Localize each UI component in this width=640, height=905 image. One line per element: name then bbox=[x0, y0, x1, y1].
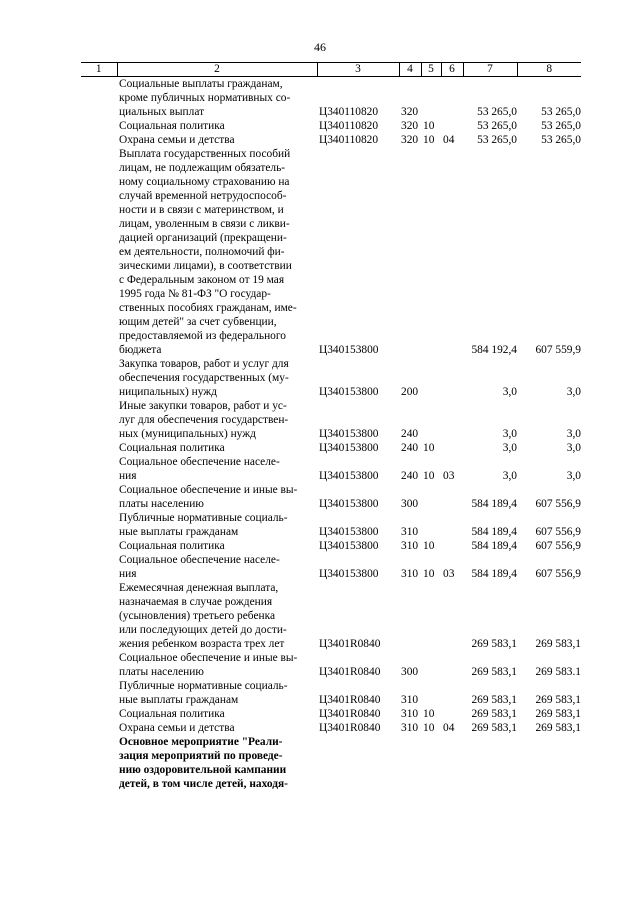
row-sum-year-2: 269 583,1 bbox=[535, 722, 581, 734]
header-col-1: 1 bbox=[81, 63, 117, 77]
row-sum-year-2: 3,0 bbox=[566, 428, 581, 440]
row-sum-year-1: 584 192,4 bbox=[471, 344, 517, 356]
row-expense-type: 320 bbox=[401, 106, 419, 118]
row-name bbox=[117, 119, 317, 133]
row-subsection bbox=[441, 511, 463, 539]
row-sum-year-2: 607 559,9 bbox=[535, 344, 581, 356]
row-expense-type: 240 bbox=[401, 428, 419, 440]
row-name bbox=[117, 707, 317, 721]
row-number-cell bbox=[81, 511, 117, 539]
row-number-cell bbox=[81, 77, 117, 120]
row-code: Ц340153800 bbox=[319, 428, 379, 440]
table-row bbox=[81, 679, 581, 707]
row-name-line: Социальная политика bbox=[119, 708, 225, 720]
row-name bbox=[117, 511, 317, 539]
row-name bbox=[117, 651, 317, 679]
row-sum-year-2: 607 556,9 bbox=[535, 540, 581, 552]
row-sum-year-1: 584 189,4 bbox=[471, 526, 517, 538]
row-sum-year-2: 53 265,0 bbox=[541, 106, 581, 118]
page-number: 46 bbox=[314, 40, 326, 54]
row-sum-year-2: 53 265,0 bbox=[541, 120, 581, 132]
row-code: Ц3401R0840 bbox=[319, 708, 381, 720]
row-section bbox=[421, 399, 441, 441]
row-code: Ц340110820 bbox=[319, 106, 379, 118]
row-sum-year-1: 269 583,1 bbox=[471, 708, 517, 720]
row-number-cell bbox=[81, 553, 117, 581]
row-code bbox=[317, 735, 399, 791]
row-name-line: Основное мероприятие "Реали- bbox=[119, 736, 283, 748]
row-expense-type bbox=[399, 147, 421, 357]
row-sum-year-1: 3,0 bbox=[502, 442, 517, 454]
row-sum-year-1: 3,0 bbox=[502, 386, 517, 398]
row-expense-type: 310 bbox=[401, 694, 419, 706]
table-row bbox=[81, 735, 581, 791]
row-number-cell bbox=[81, 581, 117, 651]
table-row bbox=[81, 77, 581, 120]
row-sum-year-1: 269 583,1 bbox=[471, 722, 517, 734]
row-subsection bbox=[441, 357, 463, 399]
row-name bbox=[117, 679, 317, 707]
table-body bbox=[81, 77, 581, 792]
row-section bbox=[421, 511, 441, 539]
header-col-4: 4 bbox=[399, 63, 421, 77]
row-code: Ц340153800 bbox=[319, 526, 379, 538]
row-subsection bbox=[441, 147, 463, 357]
table-row bbox=[81, 553, 581, 581]
row-expense-type: 240 bbox=[401, 442, 419, 454]
row-name-line: Охрана семьи и детства bbox=[119, 722, 235, 734]
row-name bbox=[117, 441, 317, 455]
row-sum-year-1: 53 265,0 bbox=[477, 106, 517, 118]
row-expense-type: 240 bbox=[401, 470, 419, 482]
row-subsection bbox=[441, 581, 463, 651]
row-section: 10 bbox=[423, 568, 435, 580]
table-row bbox=[81, 455, 581, 483]
row-name-line: лицам, не подлежащим обязатель- bbox=[119, 162, 286, 174]
row-expense-type: 200 bbox=[401, 386, 419, 398]
row-name-line: ющим детей" за счет субвенции, bbox=[119, 316, 277, 328]
row-name-line: лицам, уволенным в связи с ликви- bbox=[119, 218, 290, 230]
row-sum-year-1: 584 189,4 bbox=[471, 540, 517, 552]
row-code: Ц340110820 bbox=[319, 134, 379, 146]
row-name bbox=[117, 581, 317, 651]
row-name-line: или последующих детей до дости- bbox=[119, 624, 287, 636]
row-name-line: детей, в том числе детей, находя- bbox=[119, 778, 288, 790]
table-row bbox=[81, 119, 581, 133]
table-row bbox=[81, 357, 581, 399]
row-name-line: с Федеральным законом от 19 мая bbox=[119, 274, 285, 286]
row-sum-year-1: 3,0 bbox=[502, 428, 517, 440]
row-code: Ц340153800 bbox=[319, 540, 379, 552]
row-sum-year-2: 269 583,1 bbox=[535, 694, 581, 706]
row-number-cell bbox=[81, 735, 117, 791]
row-subsection: 04 bbox=[443, 722, 455, 734]
table-row bbox=[81, 399, 581, 441]
row-expense-type: 310 bbox=[401, 722, 419, 734]
row-name-line: зическими лицами), в соответствии bbox=[119, 260, 292, 272]
row-number-cell bbox=[81, 441, 117, 455]
row-name-line: кроме публичных нормативных со- bbox=[119, 92, 291, 104]
table-row bbox=[81, 539, 581, 553]
row-code: Ц3401R0840 bbox=[319, 694, 381, 706]
row-name-line: Ежемесячная денежная выплата, bbox=[119, 582, 279, 594]
row-subsection bbox=[441, 441, 463, 455]
row-name-line: жения ребенком возраста трех лет bbox=[119, 638, 285, 650]
row-code: Ц3401R0840 bbox=[319, 722, 381, 734]
row-section: 10 bbox=[423, 540, 435, 552]
row-section bbox=[421, 483, 441, 511]
table-row bbox=[81, 651, 581, 679]
row-sum-year-2 bbox=[517, 735, 581, 791]
row-section bbox=[421, 679, 441, 707]
row-name-line: дацией организаций (прекращени- bbox=[119, 232, 287, 244]
row-expense-type bbox=[399, 581, 421, 651]
row-code: Ц3401R0840 bbox=[319, 666, 381, 678]
row-name-line: платы населению bbox=[119, 498, 204, 510]
table-header bbox=[81, 63, 581, 77]
row-sum-year-2: 607 556,9 bbox=[535, 526, 581, 538]
row-name bbox=[117, 735, 317, 791]
row-subsection bbox=[441, 707, 463, 721]
row-sum-year-1: 584 189,4 bbox=[471, 568, 517, 580]
row-code: Ц340153800 bbox=[319, 442, 379, 454]
row-name-line: 1995 года № 81-ФЗ "О государ- bbox=[119, 288, 271, 300]
row-name-line: ному социальному страхованию на bbox=[119, 176, 290, 188]
row-subsection bbox=[441, 483, 463, 511]
header-col-6: 6 bbox=[441, 63, 463, 77]
row-name-line: ности и в связи с материнством, и bbox=[119, 204, 284, 216]
row-name-line: Социальное обеспечение и иные вы- bbox=[119, 484, 298, 496]
row-name-line: назначаемая в случае рождения bbox=[119, 596, 273, 608]
table-row bbox=[81, 147, 581, 357]
row-subsection: 03 bbox=[443, 470, 455, 482]
table-row bbox=[81, 441, 581, 455]
row-name bbox=[117, 553, 317, 581]
row-name bbox=[117, 721, 317, 735]
header-col-5: 5 bbox=[421, 63, 441, 77]
row-name-line: Социальная политика bbox=[119, 120, 225, 132]
row-subsection bbox=[441, 679, 463, 707]
row-expense-type: 300 bbox=[401, 666, 419, 678]
row-subsection bbox=[441, 119, 463, 133]
row-name bbox=[117, 399, 317, 441]
row-name-line: ные выплаты гражданам bbox=[119, 526, 239, 538]
row-name-line: ем деятельности, полномочий фи- bbox=[119, 246, 285, 258]
row-number-cell bbox=[81, 119, 117, 133]
row-number-cell bbox=[81, 539, 117, 553]
row-name bbox=[117, 133, 317, 147]
row-section: 10 bbox=[423, 120, 435, 132]
row-subsection: 03 bbox=[443, 568, 455, 580]
row-name-line: случай временной нетрудоспособ- bbox=[119, 190, 287, 202]
row-name-line: ных (муниципальных) нужд bbox=[119, 428, 256, 440]
header-col-7: 7 bbox=[463, 63, 517, 77]
row-sum-year-2: 269 583,1 bbox=[535, 638, 581, 650]
row-name-line: луг для обеспечения государствен- bbox=[119, 414, 289, 426]
row-name bbox=[117, 539, 317, 553]
row-code: Ц340153800 bbox=[319, 386, 379, 398]
row-name-line: Социальные выплаты гражданам, bbox=[119, 78, 283, 90]
row-expense-type: 300 bbox=[401, 498, 419, 510]
row-code: Ц340153800 bbox=[319, 498, 379, 510]
row-subsection: 04 bbox=[443, 134, 455, 146]
row-subsection bbox=[441, 735, 463, 791]
row-code: Ц340153800 bbox=[319, 344, 379, 356]
row-name-line: ственных пособиях гражданам, име- bbox=[119, 302, 297, 314]
row-name-line: бюджета bbox=[119, 344, 162, 356]
row-subsection bbox=[441, 77, 463, 120]
row-expense-type: 320 bbox=[401, 134, 419, 146]
row-code: Ц3401R0840 bbox=[319, 638, 381, 650]
row-code: Ц340153800 bbox=[319, 470, 379, 482]
row-name-line: Социальная политика bbox=[119, 540, 225, 552]
table-row bbox=[81, 721, 581, 735]
row-name-line: Охрана семьи и детства bbox=[119, 134, 235, 146]
row-subsection bbox=[441, 399, 463, 441]
row-name-line: Социальная политика bbox=[119, 442, 225, 454]
row-section bbox=[421, 651, 441, 679]
row-expense-type: 310 bbox=[401, 540, 419, 552]
row-section: 10 bbox=[423, 708, 435, 720]
row-name-line: ния bbox=[119, 470, 137, 482]
row-section bbox=[421, 357, 441, 399]
row-sum-year-1: 3,0 bbox=[502, 470, 517, 482]
row-name bbox=[117, 77, 317, 120]
row-name bbox=[117, 357, 317, 399]
row-sum-year-2: 269 583,1 bbox=[535, 708, 581, 720]
row-name-line: Закупка товаров, работ и услуг для bbox=[119, 358, 289, 370]
row-expense-type: 310 bbox=[401, 708, 419, 720]
row-sum-year-2: 3,0 bbox=[566, 386, 581, 398]
row-name-line: зация мероприятий по проведе- bbox=[119, 750, 283, 762]
row-name-line: (усыновления) третьего ребенка bbox=[119, 610, 276, 622]
row-section bbox=[421, 147, 441, 357]
table-row bbox=[81, 581, 581, 651]
row-number-cell bbox=[81, 651, 117, 679]
row-expense-type: 310 bbox=[401, 526, 419, 538]
budget-table bbox=[81, 62, 581, 791]
row-name-line: предоставляемой из федерального bbox=[119, 330, 286, 342]
row-number-cell bbox=[81, 399, 117, 441]
row-sum-year-2: 607 556,9 bbox=[535, 498, 581, 510]
row-number-cell bbox=[81, 147, 117, 357]
row-subsection bbox=[441, 539, 463, 553]
row-sum-year-2: 269 583.1 bbox=[535, 666, 581, 678]
table-row bbox=[81, 483, 581, 511]
row-number-cell bbox=[81, 455, 117, 483]
table-row bbox=[81, 133, 581, 147]
row-name-line: Выплата государственных пособий bbox=[119, 148, 291, 160]
row-name-line: Публичные нормативные социаль- bbox=[119, 512, 288, 524]
row-section bbox=[421, 735, 441, 791]
row-name-line: платы населению bbox=[119, 666, 204, 678]
row-sum-year-2: 3,0 bbox=[566, 442, 581, 454]
row-sum-year-1: 269 583,1 bbox=[471, 666, 517, 678]
header-col-3: 3 bbox=[317, 63, 399, 77]
row-name-line: ные выплаты гражданам bbox=[119, 694, 239, 706]
row-name bbox=[117, 455, 317, 483]
row-number-cell bbox=[81, 483, 117, 511]
header-col-2: 2 bbox=[117, 63, 317, 77]
row-name-line: Социальное обеспечение и иные вы- bbox=[119, 652, 298, 664]
row-section bbox=[421, 581, 441, 651]
row-sum-year-1: 269 583,1 bbox=[471, 694, 517, 706]
row-name-line: обеспечения государственных (му- bbox=[119, 372, 289, 384]
row-sum-year-1: 53 265,0 bbox=[477, 134, 517, 146]
row-name bbox=[117, 147, 317, 357]
row-code: Ц340110820 bbox=[319, 120, 379, 132]
row-number-cell bbox=[81, 357, 117, 399]
row-section: 10 bbox=[423, 722, 435, 734]
row-name-line: ния bbox=[119, 568, 137, 580]
row-name-line: циальных выплат bbox=[119, 106, 205, 118]
row-sum-year-2: 3,0 bbox=[566, 470, 581, 482]
row-expense-type: 310 bbox=[401, 568, 419, 580]
row-number-cell bbox=[81, 679, 117, 707]
row-number-cell bbox=[81, 133, 117, 147]
row-code: Ц340153800 bbox=[319, 568, 379, 580]
row-number-cell bbox=[81, 707, 117, 721]
row-name-line: Социальное обеспечение населе- bbox=[119, 554, 280, 566]
table-row bbox=[81, 511, 581, 539]
row-expense-type: 320 bbox=[401, 120, 419, 132]
row-sum-year-1: 53 265,0 bbox=[477, 120, 517, 132]
row-name-line: Социальное обеспечение населе- bbox=[119, 456, 280, 468]
row-sum-year-1: 269 583,1 bbox=[471, 638, 517, 650]
row-name-line: ниципальных) нужд bbox=[119, 386, 217, 398]
row-sum-year-2: 53 265,0 bbox=[541, 134, 581, 146]
row-number-cell bbox=[81, 721, 117, 735]
row-name bbox=[117, 483, 317, 511]
row-expense-type bbox=[399, 735, 421, 791]
table-row bbox=[81, 707, 581, 721]
row-name-line: нию оздоровительной кампании bbox=[119, 764, 287, 776]
row-subsection bbox=[441, 651, 463, 679]
row-sum-year-2: 607 556,9 bbox=[535, 568, 581, 580]
row-section bbox=[421, 77, 441, 120]
row-sum-year-1 bbox=[463, 735, 517, 791]
row-sum-year-1: 584 189,4 bbox=[471, 498, 517, 510]
row-section: 10 bbox=[423, 134, 435, 146]
header-col-8: 8 bbox=[517, 63, 581, 77]
row-section: 10 bbox=[423, 470, 435, 482]
row-section: 10 bbox=[423, 442, 435, 454]
row-name-line: Публичные нормативные социаль- bbox=[119, 680, 288, 692]
row-name-line: Иные закупки товаров, работ и ус- bbox=[119, 400, 287, 412]
